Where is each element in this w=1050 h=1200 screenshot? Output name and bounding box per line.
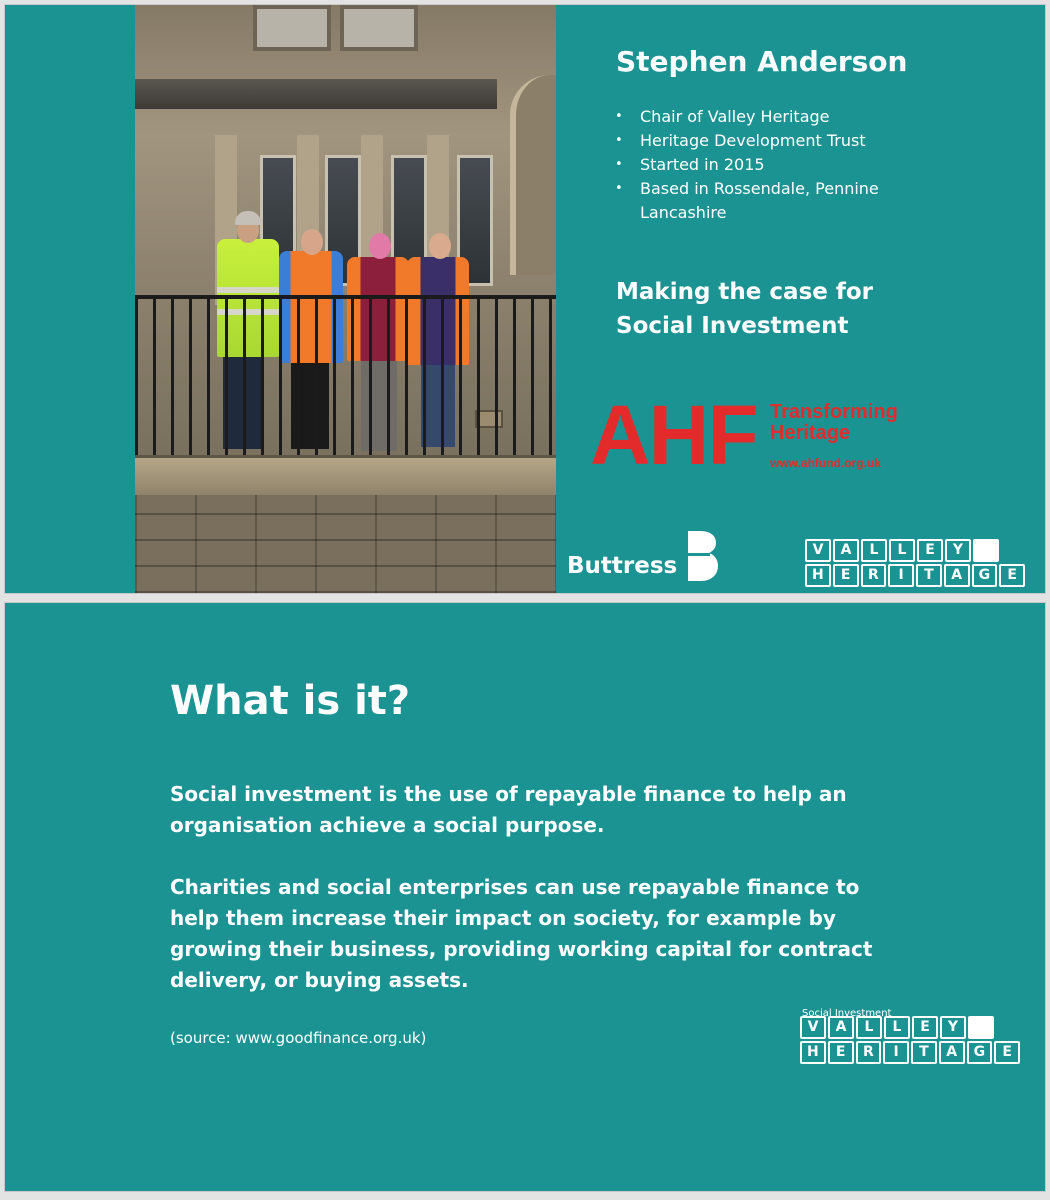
logo-letter-tile: L	[861, 539, 887, 562]
ahf-logo-tagline: Transforming Heritage	[770, 401, 898, 444]
valley-heritage-logo	[800, 1016, 1020, 1066]
logo-letter-tile: R	[856, 1041, 882, 1064]
iron-railing	[135, 295, 556, 469]
logo-letter-tile: H	[805, 564, 831, 587]
logo-solid-tile	[973, 539, 999, 562]
usage-paragraph: Charities and social enterprises can use repayable finance to help them increase their impact on society, for example by growing their business, providing working capital for contract delivery, or buying assets.	[170, 875, 873, 992]
slide-2[interactable]	[5, 603, 1045, 1191]
logo-solid-tile	[968, 1016, 994, 1039]
team-photo	[135, 5, 556, 593]
logo-letter-tile: L	[856, 1016, 882, 1039]
logo-letter-tile: Y	[945, 539, 971, 562]
slide-1[interactable]	[5, 5, 1045, 593]
slide-heading: What is it?	[170, 678, 411, 724]
logo-letter-tile: E	[994, 1041, 1020, 1064]
tagline: Making the case for Social Investment	[616, 279, 874, 339]
valley-heritage-logo-line2	[805, 564, 1025, 587]
logo-letter-tile: L	[884, 1016, 910, 1039]
logo-letter-tile: E	[999, 564, 1025, 587]
building-roof	[135, 79, 497, 109]
building-window	[340, 5, 418, 51]
logo-letter-tile: T	[911, 1041, 937, 1064]
ahf-logo	[590, 388, 930, 488]
logo-letter-tile: V	[805, 539, 831, 562]
bullet-item: • Heritage Development Trust	[615, 129, 915, 153]
stone-wall	[135, 495, 556, 593]
speaker-name: Stephen Anderson	[616, 45, 908, 78]
logo-letter-tile: R	[861, 564, 887, 587]
ahf-logo-letters: AHF	[590, 388, 757, 482]
logo-letter-tile: E	[833, 564, 859, 587]
logo-letter-tile: T	[916, 564, 942, 587]
logo-letter-tile: A	[944, 564, 970, 587]
logo-letter-tile: E	[828, 1041, 854, 1064]
logo-letter-tile: V	[800, 1016, 826, 1039]
stone-ledge	[135, 455, 556, 498]
logo-letter-tile: A	[833, 539, 859, 562]
logo-letter-tile: I	[888, 564, 914, 587]
logo-letter-tile: A	[939, 1041, 965, 1064]
logo-letter-tile: G	[967, 1041, 993, 1064]
building-arch	[510, 75, 556, 275]
logo-letter-tile: I	[883, 1041, 909, 1064]
buttress-logo	[567, 531, 727, 583]
logo-letter-tile: G	[972, 564, 998, 587]
logo-letter-tile: A	[828, 1016, 854, 1039]
logo-letter-tile: L	[889, 539, 915, 562]
logo-letter-tile: H	[800, 1041, 826, 1064]
valley-heritage-logo-line2	[800, 1041, 1020, 1064]
valley-heritage-logo-line1	[805, 539, 1025, 562]
bullet-item: • Based in Rossendale, Pennine Lancashire	[615, 177, 915, 225]
valley-heritage-logo	[805, 539, 1025, 589]
valley-heritage-logo-line1	[800, 1016, 1020, 1039]
building-window	[253, 5, 331, 51]
logo-letter-tile: E	[917, 539, 943, 562]
buttress-b-icon	[684, 531, 720, 581]
bullet-item: • Chair of Valley Heritage	[615, 105, 915, 129]
logo-letter-tile: E	[912, 1016, 938, 1039]
buttress-logo-word: Buttress	[567, 553, 678, 579]
speaker-bullets	[615, 105, 915, 225]
bullet-item: • Started in 2015	[615, 153, 915, 177]
ahf-logo-url: www.ahfund.org.uk	[770, 456, 881, 470]
definition-paragraph: Social investment is the use of repayable finance to help an organisation achieve a social purpose.	[170, 782, 847, 837]
footer-label: Social Investment	[802, 1008, 892, 1019]
source-citation: (source: www.goodfinance.org.uk)	[170, 1029, 427, 1047]
logo-letter-tile: Y	[940, 1016, 966, 1039]
